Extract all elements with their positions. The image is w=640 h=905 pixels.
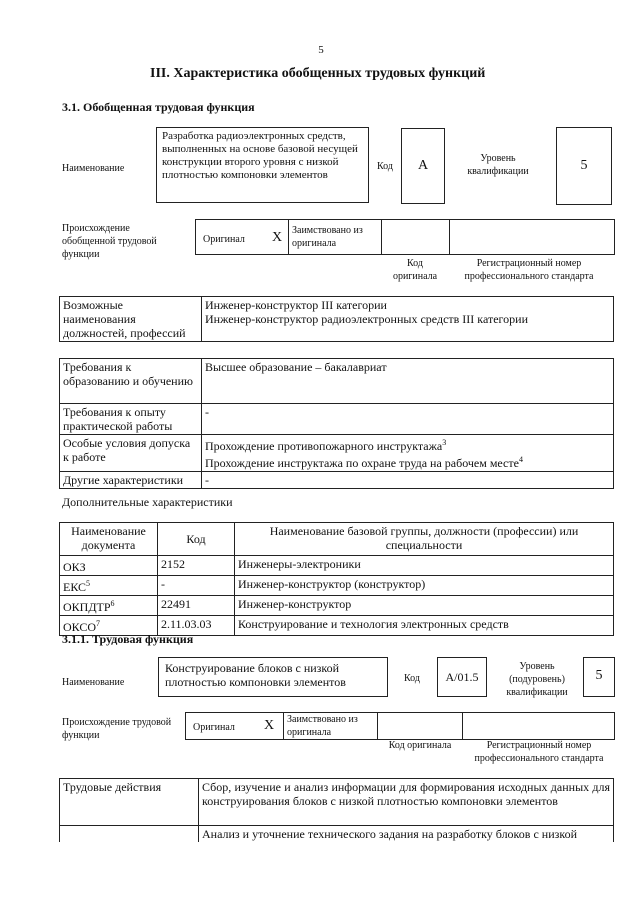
positions-values [202,297,614,342]
doc-cell: ОКПДТР$^6$ [60,596,158,616]
tf-reg-number-caption: Регистрационный номер профессионального стандарта [474,740,604,764]
doc-cell: ОКЗ [60,556,158,576]
tf-code-value: A/01.5 [445,670,479,684]
tf-original-mark: Х [264,718,275,733]
req-value: Высшее образование – бакалавриат [202,359,614,404]
name-cell: Инженеры-электроники [235,556,614,576]
gtf-name-value: Разработка радиоэлектронных средств, выполненных на основе базовой несущей конструкции второго уровня с низкой плотностью компоновки элементов [156,127,369,203]
gtf-reg-number-caption: Регистрационный номер профессионального стандарта [464,258,594,282]
actions-label: Трудовые действия [60,779,199,826]
req-value: - [202,472,614,489]
additional-table [59,522,614,636]
requirements-table [59,358,614,489]
req-value [202,435,614,472]
tf-origin-label: Происхождение трудовой функции [62,717,172,741]
position-item: Инженер-конструктор радиоэлектронных средств III категории [205,312,528,326]
name-cell: Инженер-конструктор [235,596,614,616]
gtf-origin-label: Происхождение обобщенной трудовой функции [62,223,157,260]
gtf-original-label: Оригинал [203,234,245,245]
table-row [60,556,614,576]
tf-code-label: Код [404,673,420,684]
code-cell: 22491 [158,596,235,616]
tf-level-value: 5 [595,668,603,683]
gtf-code-label: Код [377,161,393,172]
additional-header-name: Наименование базовой группы, должности (профессии) или специальности [235,523,614,556]
gtf-heading: 3.1. Обобщенная трудовая функция [62,100,255,114]
req-value-line: Прохождение инструктажа по охране труда на рабочем месте [205,456,519,470]
action-item: Анализ и уточнение технического задания на разработку блоков с низкой [199,826,614,843]
gtf-level-label: Уровень квалификации [467,153,529,177]
req-label: Другие характеристики [60,472,202,489]
gtf-original-mark: Х [272,230,283,245]
footnote-ref: 4 [518,455,523,464]
tf-level-label: Уровень (подуровень) квалификации [506,661,568,698]
req-label: Требования к образованию и обучению [60,359,202,404]
table-row [60,576,614,596]
gtf-borrowed-label: Заимствовано из оригинала [292,225,363,249]
additional-heading: Дополнительные характеристики [62,495,233,509]
gtf-code-value: А [417,158,429,173]
page-number: 5 [318,44,324,56]
additional-header-doc: Наименование документа [60,523,158,556]
actions-table [59,778,614,842]
position-item: Инженер-конструктор III категории [205,298,387,312]
code-cell: 2152 [158,556,235,576]
table-row [60,596,614,616]
tf-heading: 3.1.1. Трудовая функция [62,632,194,646]
section-title: III. Характеристика обобщенных трудовых функций [150,66,486,81]
req-value-line: Прохождение противопожарного инструктажа [205,439,443,453]
doc-cell: ОКСО$^7$ [60,616,158,636]
name-cell: Конструирование и технология электронных средств [235,616,614,636]
tf-origin-box [185,712,615,740]
code-cell: 2.11.03.03 [158,616,235,636]
gtf-name-label: Наименование [62,163,125,174]
additional-header-code: Код [158,523,235,556]
tf-name-label: Наименование [62,677,125,688]
req-value: - [202,404,614,435]
name-cell: Инженер-конструктор (конструктор) [235,576,614,596]
gtf-origin-box [195,219,615,255]
doc-cell: ЕКС$^5$ [60,576,158,596]
code-cell: - [158,576,235,596]
positions-label: Возможные наименования должностей, профессий [60,297,202,342]
tf-original-label: Оригинал [193,722,235,733]
footnote-ref: 3 [442,438,447,447]
positions-table [59,296,614,342]
tf-borrowed-label: Заимствовано из оригинала [287,714,358,738]
gtf-level-value: 5 [580,158,588,173]
tf-code-original-caption: Код оригинала [388,740,452,751]
req-label: Требования к опыту практической работы [60,404,202,435]
action-item: Сбор, изучение и анализ информации для формирования исходных данных для конструирования блоков с низкой плотностью компоновки элементов [199,779,614,826]
req-label: Особые условия допуска к работе [60,435,202,472]
tf-name-value: Конструирование блоков с низкой плотностью компоновки элементов [158,657,388,697]
gtf-code-original-caption: Код оригинала [392,258,438,282]
